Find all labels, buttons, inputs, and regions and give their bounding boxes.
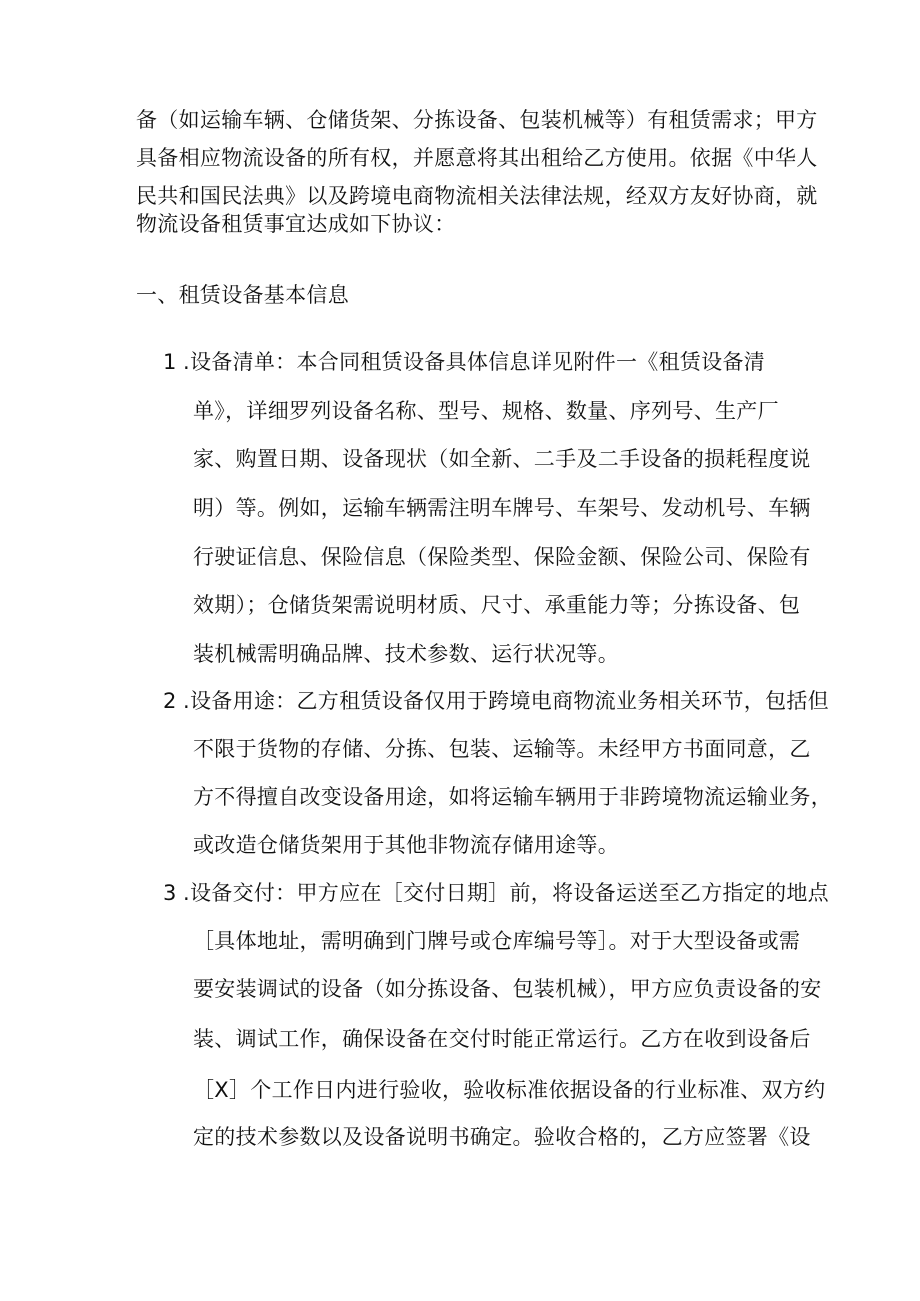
item-2-line-4: 或改造仓储货架用于其他非物流存储用途等。 <box>193 833 619 857</box>
item-3-line-2: ［具体地址，需明确到门牌号或仓库编号等］。对于大型设备或需 <box>193 929 801 953</box>
item-3-line-1: .设备交付：甲方应在［交付日期］前，将设备运送至乙方指定的地点 <box>183 881 829 905</box>
item-3-line-4: 装、调试工作，确保设备在交付时能正常运行。乙方在收到设备后 <box>193 1027 811 1051</box>
item-1-line-7: 装机械需明确品牌、技术参数、运行状况等。 <box>193 642 619 666</box>
item-1-line-2: 单》，详细罗列设备名称、型号、规格、数量、序列号、生产厂 <box>193 399 779 423</box>
item-2-line-1: .设备用途：乙方租赁设备仅用于跨境电商物流业务相关环节，包括但 <box>183 689 829 713</box>
item-1-number: 1 <box>163 350 177 374</box>
item-3-line-5: ［X］个工作日内进行验收，验收标准依据设备的行业标准、双方约 <box>193 1078 826 1102</box>
item-1-line-4: 明）等。例如，运输车辆需注明车牌号、车架号、发动机号、车辆 <box>193 496 811 520</box>
section-heading: 一、租赁设备基本信息 <box>136 283 349 307</box>
intro-line-4: 物流设备租赁事宜达成如下协议： <box>136 212 456 236</box>
item-1-line-3: 家、购置日期、设备现状（如全新、二手及二手设备的损耗程度说 <box>193 447 811 471</box>
item-3-line-3: 要安装调试的设备（如分拣设备、包装机械），甲方应负责设备的安 <box>193 977 822 1001</box>
item-2-line-3: 方不得擅自改变设备用途，如将运输车辆用于非跨境物流运输业务， <box>193 785 832 809</box>
item-1-line-1: .设备清单：本合同租赁设备具体信息详见附件一《租赁设备清 <box>183 350 766 374</box>
item-3-number: 3 <box>163 881 177 905</box>
item-2-number: 2 <box>163 689 177 713</box>
item-3-line-6: 定的技术参数以及设备说明书确定。验收合格的，乙方应签署《设 <box>193 1125 811 1149</box>
intro-line-3: 民共和国民法典》以及跨境电商物流相关法律法规，经双方友好协商，就 <box>136 184 818 208</box>
item-1-line-5: 行驶证信息、保险信息（保险类型、保险金额、保险公司、保险有 <box>193 545 811 569</box>
intro-line-1: 备（如运输车辆、仓储货架、分拣设备、包装机械等）有租赁需求；甲方 <box>136 108 818 132</box>
item-1-line-6: 效期）；仓储货架需说明材质、尺寸、承重能力等；分拣设备、包 <box>193 593 801 617</box>
intro-line-2: 具备相应物流设备的所有权，并愿意将其出租给乙方使用。依据《中华人 <box>136 146 818 170</box>
item-2-line-2: 不限于货物的存储、分拣、包装、运输等。未经甲方书面同意，乙 <box>193 737 811 761</box>
